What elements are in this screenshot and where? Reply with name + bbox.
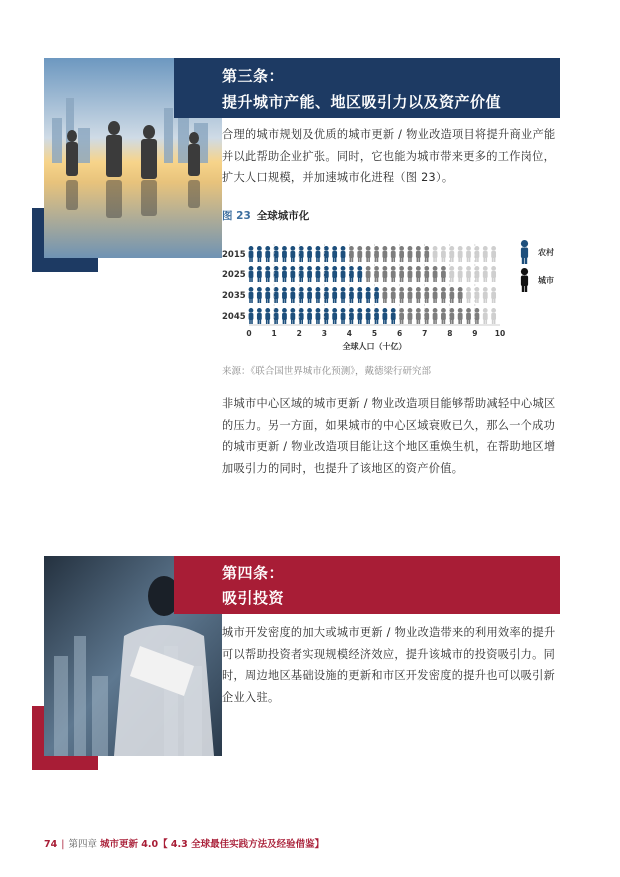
- x-tick-label: 5: [371, 329, 378, 338]
- person-icon: [521, 240, 528, 264]
- rural-person-icon: [408, 308, 413, 324]
- urban-person-icon: [265, 287, 270, 303]
- x-tick-label: 4: [346, 329, 353, 338]
- empty-person-icon: [458, 246, 463, 262]
- urban-person-icon: [249, 266, 254, 282]
- section-number: 第四条：: [222, 564, 285, 582]
- empty-person-icon: [449, 246, 454, 262]
- urban-person-icon: [299, 266, 304, 282]
- figure-caption: [222, 208, 309, 223]
- body-paragraph: 城市开发密度的加大或城市更新 / 物业改造带来的利用效率的提升可以帮助投资者实现规模经济效应，提升该城市的投资吸引力。同时，周边地区基础设施的更新和市区开发密度的提升也可以吸引新企业入驻。: [222, 626, 556, 704]
- urban-person-icon: [290, 287, 295, 303]
- urban-person-icon: [299, 246, 304, 262]
- legend-item: [521, 240, 554, 264]
- rural-person-icon: [416, 246, 421, 262]
- empty-person-icon: [475, 246, 480, 262]
- empty-person-icon: [475, 287, 480, 303]
- rural-person-icon: [357, 246, 362, 262]
- figure-title: 全球城市化: [256, 210, 310, 222]
- rural-person-icon: [391, 246, 396, 262]
- rural-person-icon: [466, 308, 471, 324]
- empty-person-icon: [466, 246, 471, 262]
- x-tick-label: 3: [321, 329, 327, 338]
- rural-person-icon: [433, 308, 438, 324]
- section-header: [174, 58, 560, 118]
- urban-person-icon: [307, 266, 312, 282]
- urban-person-icon: [290, 246, 295, 262]
- rural-person-icon: [399, 287, 404, 303]
- empty-person-icon: [433, 246, 438, 262]
- rural-person-icon: [475, 308, 480, 324]
- urban-person-icon: [357, 266, 362, 282]
- urban-person-icon: [341, 266, 346, 282]
- rural-person-icon: [449, 308, 454, 324]
- rural-person-icon: [441, 287, 446, 303]
- legend-item: [521, 268, 554, 292]
- year-label: 2015: [222, 250, 246, 260]
- rural-person-icon: [458, 308, 463, 324]
- rural-person-icon: [408, 246, 413, 262]
- empty-person-icon: [491, 287, 496, 303]
- empty-person-icon: [466, 287, 471, 303]
- year-label: 2035: [222, 291, 246, 301]
- rural-person-icon: [382, 266, 387, 282]
- urban-person-icon: [299, 287, 304, 303]
- urban-person-icon: [274, 266, 279, 282]
- urban-person-icon: [257, 246, 262, 262]
- urban-person-icon: [324, 246, 329, 262]
- urban-person-icon: [316, 308, 321, 324]
- urban-person-icon: [341, 246, 346, 262]
- urban-person-icon: [290, 266, 295, 282]
- urban-person-icon: [332, 308, 337, 324]
- chapter-title: 城市更新 4.0【 4.3 全球最佳实践方法及经验借鉴】: [99, 839, 325, 850]
- urban-person-icon: [357, 287, 362, 303]
- rural-person-icon: [424, 246, 429, 262]
- urban-person-icon: [374, 287, 379, 303]
- rural-person-icon: [399, 266, 404, 282]
- rural-person-icon: [416, 266, 421, 282]
- urban-person-icon: [324, 287, 329, 303]
- urban-person-icon: [341, 287, 346, 303]
- urban-person-icon: [382, 308, 387, 324]
- section-title: 吸引投资: [222, 589, 285, 607]
- urban-person-icon: [332, 287, 337, 303]
- empty-person-icon: [475, 266, 480, 282]
- urban-person-icon: [299, 308, 304, 324]
- empty-person-icon: [491, 246, 496, 262]
- footer-divider: |: [61, 839, 65, 850]
- urban-person-icon: [324, 308, 329, 324]
- urban-person-icon: [274, 246, 279, 262]
- urban-person-icon: [366, 308, 371, 324]
- figure-number: 图 23: [222, 210, 251, 222]
- x-tick-label: 1: [271, 329, 277, 338]
- year-label: 2045: [222, 312, 246, 322]
- x-tick-label: 6: [396, 329, 403, 338]
- rural-person-icon: [399, 308, 404, 324]
- urban-person-icon: [316, 287, 321, 303]
- body-paragraph: 非城市中心区域的城市更新 / 物业改造项目能够帮助减轻中心城区的压力。另一方面，如果城市的中心区域衰败已久，那么一个成功的城市更新 / 物业改造项目能让这个地区重焕生机，在帮助地区增加吸引力的同时，也提升了该地区的资产价值。: [222, 397, 556, 475]
- urban-person-icon: [366, 287, 371, 303]
- rural-person-icon: [382, 287, 387, 303]
- urban-person-icon: [282, 287, 287, 303]
- urban-person-icon: [374, 308, 379, 324]
- x-axis-label: 全球人口（十亿）: [342, 342, 407, 351]
- rural-person-icon: [433, 287, 438, 303]
- rural-person-icon: [374, 246, 379, 262]
- urban-person-icon: [307, 308, 312, 324]
- person-icon: [521, 268, 528, 292]
- urban-person-icon: [307, 246, 312, 262]
- rural-person-icon: [416, 287, 421, 303]
- rural-person-icon: [449, 287, 454, 303]
- urban-person-icon: [274, 287, 279, 303]
- x-tick-label: 9: [472, 329, 478, 338]
- x-tick-label: 10: [494, 329, 506, 338]
- chapter-label: 第四章: [68, 839, 97, 850]
- urban-person-icon: [282, 246, 287, 262]
- section-header: [174, 556, 560, 614]
- urban-person-icon: [332, 246, 337, 262]
- urban-person-icon: [316, 266, 321, 282]
- empty-person-icon: [491, 308, 496, 324]
- rural-person-icon: [424, 266, 429, 282]
- section-title: 提升城市产能、地区吸引力以及资产价值: [222, 93, 502, 111]
- rural-person-icon: [366, 266, 371, 282]
- empty-person-icon: [491, 266, 496, 282]
- urban-person-icon: [290, 308, 295, 324]
- empty-person-icon: [458, 266, 463, 282]
- rural-person-icon: [349, 246, 354, 262]
- legend-label: 城市: [538, 276, 554, 285]
- urban-person-icon: [282, 266, 287, 282]
- x-tick-label: 8: [447, 329, 453, 338]
- rural-person-icon: [408, 287, 413, 303]
- urban-person-icon: [257, 308, 262, 324]
- rural-person-icon: [441, 266, 446, 282]
- rural-person-icon: [366, 246, 371, 262]
- legend-label: 农村: [538, 248, 554, 257]
- urban-person-icon: [282, 308, 287, 324]
- urban-person-icon: [265, 246, 270, 262]
- urban-person-icon: [257, 287, 262, 303]
- urban-person-icon: [249, 308, 254, 324]
- page-number: 74: [44, 839, 58, 850]
- urban-person-icon: [349, 308, 354, 324]
- x-tick-label: 2: [296, 329, 302, 338]
- x-tick-label: 0: [246, 329, 252, 338]
- rural-person-icon: [382, 246, 387, 262]
- urban-person-icon: [341, 308, 346, 324]
- empty-person-icon: [483, 287, 488, 303]
- source-note: 来源：《联合国世界城市化预测》，戴德梁行研究部: [222, 366, 432, 377]
- rural-person-icon: [391, 266, 396, 282]
- year-label: 2025: [222, 270, 246, 280]
- empty-person-icon: [483, 308, 488, 324]
- urban-person-icon: [357, 308, 362, 324]
- urban-person-icon: [265, 266, 270, 282]
- urban-person-icon: [332, 266, 337, 282]
- urban-person-icon: [274, 308, 279, 324]
- rural-person-icon: [391, 287, 396, 303]
- urban-person-icon: [324, 266, 329, 282]
- rural-person-icon: [374, 266, 379, 282]
- empty-person-icon: [483, 266, 488, 282]
- empty-person-icon: [441, 246, 446, 262]
- rural-person-icon: [424, 287, 429, 303]
- body-paragraph: 合理的城市规划及优质的城市更新 / 物业改造项目将提升商业产能并以此帮助企业扩张。同时，它也能为城市带来更多的工作岗位，扩大人口规模，并加速城市化进程（图 23）。: [222, 128, 556, 184]
- rural-person-icon: [441, 308, 446, 324]
- rural-person-icon: [424, 308, 429, 324]
- urban-person-icon: [349, 287, 354, 303]
- rural-person-icon: [399, 246, 404, 262]
- urban-person-icon: [265, 308, 270, 324]
- urban-person-icon: [249, 287, 254, 303]
- rural-person-icon: [416, 308, 421, 324]
- empty-person-icon: [449, 266, 454, 282]
- section-number: 第三条：: [222, 67, 285, 85]
- urban-person-icon: [391, 308, 396, 324]
- x-tick-label: 7: [422, 329, 428, 338]
- empty-person-icon: [466, 266, 471, 282]
- page-footer: [44, 836, 324, 850]
- urban-person-icon: [316, 246, 321, 262]
- rural-person-icon: [408, 266, 413, 282]
- urban-person-icon: [257, 266, 262, 282]
- urban-person-icon: [307, 287, 312, 303]
- rural-person-icon: [433, 266, 438, 282]
- urban-person-icon: [249, 246, 254, 262]
- urbanization-pictogram-chart: [218, 228, 558, 358]
- empty-person-icon: [483, 246, 488, 262]
- rural-person-icon: [458, 287, 463, 303]
- urban-person-icon: [349, 266, 354, 282]
